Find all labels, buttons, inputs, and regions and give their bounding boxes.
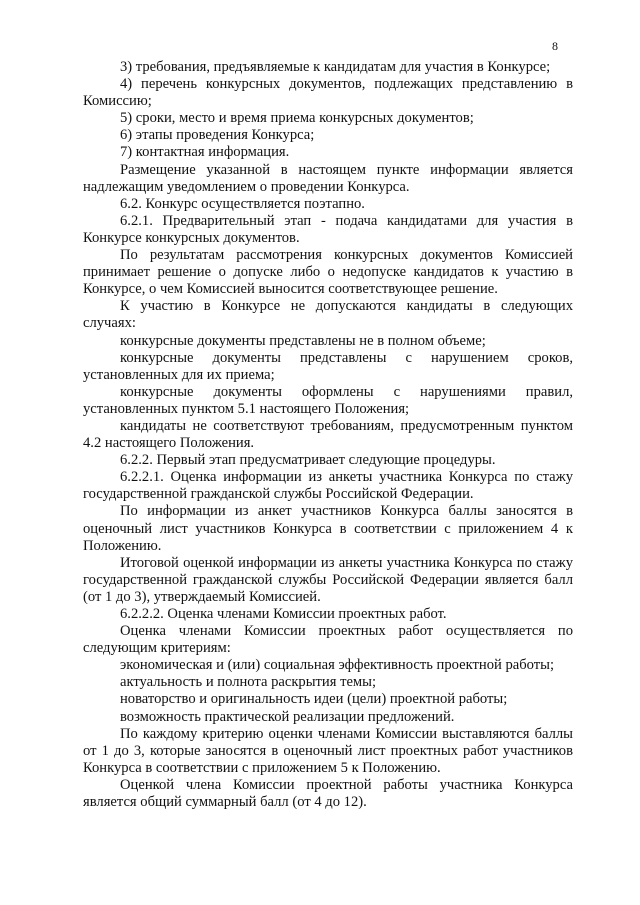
paragraph: 6.2.1. Предварительный этап - подача кандидатами для участия в Конкурсе конкурсных документов.	[83, 212, 573, 246]
document-body	[83, 59, 573, 811]
paragraph: По результатам рассмотрения конкурсных документов Комиссией принимает решение о допуске либо о недопуске кандидатов к участию в Конкурсе, о чем Комиссией выносится соответствующее решение.	[83, 247, 573, 298]
page-number: 8	[552, 39, 558, 53]
paragraph: По каждому критерию оценки членами Комиссии выставляются баллы от 1 до 3, которые заносятся в оценочный лист проектных работ участников Конкурса в соответствии с приложением 5 к Положению.	[83, 725, 573, 776]
paragraph: новаторство и оригинальность идеи (цели) проектной работы;	[120, 691, 508, 708]
paragraph: Оценка членами Комиссии проектных работ осуществляется по следующим критериям:	[83, 623, 573, 657]
paragraph: 6.2.2.1. Оценка информации из анкеты участника Конкурса по стажу государственной гражданской службы Российской Федерации.	[83, 469, 573, 503]
paragraph: 6.2.2.2. Оценка членами Комиссии проектных работ.	[120, 606, 447, 622]
paragraph: К участию в Конкурсе не допускаются кандидаты в следующих случаях:	[83, 298, 573, 332]
paragraph: Оценкой члена Комиссии проектной работы участника Конкурса является общий суммарный балл (от 4 до 12).	[83, 776, 573, 811]
paragraph: экономическая и (или) социальная эффективность проектной работы;	[120, 657, 554, 674]
paragraph: 6.2.2. Первый этап предусматривает следующие процедуры.	[120, 452, 496, 469]
paragraph: конкурсные документы представлены с нарушением сроков, установленных для их приема;	[83, 349, 573, 383]
paragraph: конкурсные документы представлены не в полном объеме;	[120, 332, 486, 349]
paragraph: Итоговой оценкой информации из анкеты участника Конкурса по стажу государственной гражданской службы Российской Федерации является балл (от 1 до 3), утверждаемый Комиссией.	[83, 554, 573, 605]
paragraph: возможность практической реализации предложений.	[120, 708, 455, 725]
paragraph: актуальность и полнота раскрытия темы;	[120, 674, 377, 691]
paragraph: конкурсные документы оформлены с нарушениями правил, установленных пунктом 5.1 настоящего Положения;	[83, 383, 573, 417]
paragraph: По информации из анкет участников Конкурса баллы заносятся в оценочный лист участников Конкурса в соответствии с приложением 4 к Положению.	[83, 503, 573, 554]
paragraph: 6.2. Конкурс осуществляется поэтапно.	[120, 195, 365, 212]
paragraph: 6) этапы проведения Конкурса;	[120, 127, 315, 144]
paragraph: 7) контактная информация.	[120, 144, 290, 161]
paragraph: 3) требования, предъявляемые к кандидатам для участия в Конкурсе;	[120, 59, 551, 75]
paragraph: 5) сроки, место и время приема конкурсных документов;	[120, 110, 474, 127]
paragraph: Размещение указанной в настоящем пункте информации является надлежащим уведомлением о проведении Конкурса.	[83, 161, 573, 195]
paragraph: кандидаты не соответствуют требованиям, предусмотренным пунктом 4.2 настоящего Положения.	[83, 417, 573, 452]
paragraph: 4) перечень конкурсных документов, подлежащих представлению в Комиссию;	[83, 76, 573, 110]
